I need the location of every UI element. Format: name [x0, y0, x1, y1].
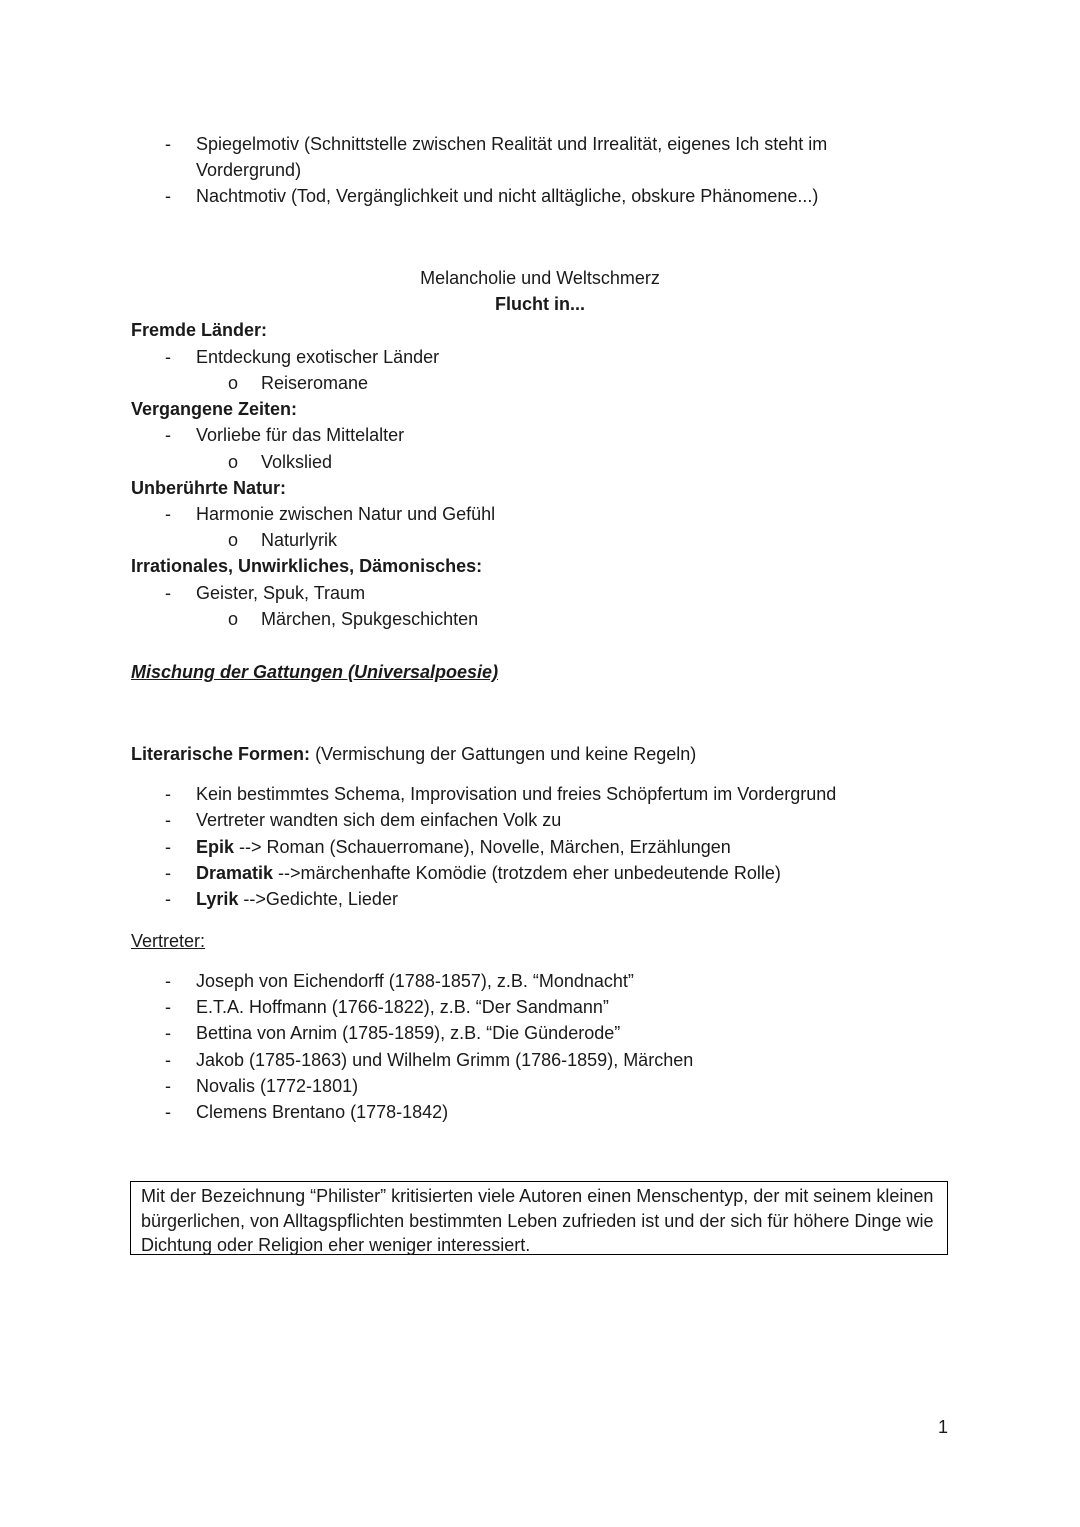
- motif-nacht: Nachtmotiv (Tod, Vergänglichkeit und nicht alltägliche, obskure Phänomene...): [196, 186, 819, 206]
- bullet-dash: -: [165, 971, 171, 991]
- flight-item: Vorliebe für das Mittelalter: [196, 425, 405, 445]
- flight-heading-irrationales: Irrationales, Unwirkliches, Dämonisches:: [131, 556, 483, 576]
- bullet-dash: -: [165, 837, 171, 857]
- bullet-dash: -: [165, 347, 171, 367]
- bullet-dash: -: [165, 1076, 171, 1096]
- form-label: Lyrik: [196, 889, 239, 909]
- bullet-dash: -: [165, 889, 171, 909]
- bullet-dash: -: [165, 1102, 171, 1122]
- flight-sub: Reiseromane: [261, 373, 369, 393]
- bullet-dash: -: [165, 863, 171, 883]
- form-item-dramatik: [196, 860, 781, 886]
- vertreter-item: E.T.A. Hoffmann (1766-1822), z.B. “Der Sandmann”: [196, 997, 609, 1017]
- form-label: Dramatik: [196, 863, 274, 883]
- bullet-dash: -: [165, 997, 171, 1017]
- bullet-dash: -: [165, 1023, 171, 1043]
- flight-item: Harmonie zwischen Natur und Gefühl: [196, 504, 496, 524]
- vertreter-item: Jakob (1785-1863) und Wilhelm Grimm (1786-1859), Märchen: [196, 1050, 694, 1070]
- flight-sub: Märchen, Spukgeschichten: [261, 609, 479, 629]
- form-item: Kein bestimmtes Schema, Improvisation und freies Schöpfertum im Vordergrund: [196, 784, 837, 804]
- flight-heading-fremde-laender: Fremde Länder:: [131, 320, 268, 340]
- motif-spiegel-line1: Spiegelmotiv (Schnittstelle zwischen Realität und Irrealität, eigenes Ich steht im: [196, 134, 828, 154]
- form-text: --> Roman (Schauerromane), Novelle, Märchen, Erzählungen: [234, 837, 731, 857]
- mischung-heading: Mischung der Gattungen (Universalpoesie): [131, 662, 499, 682]
- vertreter-heading: Vertreter:: [131, 931, 206, 951]
- bullet-circle: o: [228, 452, 239, 472]
- motif-spiegel-line2: Vordergrund): [196, 160, 302, 180]
- form-text: -->märchenhafte Komödie (trotzdem eher unbedeutende Rolle): [273, 863, 781, 883]
- bullet-circle: o: [228, 609, 239, 629]
- section-subtitle: Flucht in...: [495, 294, 585, 314]
- bullet-dash: -: [165, 784, 171, 804]
- section-title: Melancholie und Weltschmerz: [420, 268, 660, 288]
- flight-item: Geister, Spuk, Traum: [196, 583, 366, 603]
- bullet-circle: o: [228, 530, 239, 550]
- vertreter-item: Clemens Brentano (1778-1842): [196, 1102, 449, 1122]
- vertreter-item: Bettina von Arnim (1785-1859), z.B. “Die Günderode”: [196, 1023, 621, 1043]
- bullet-circle: o: [228, 373, 239, 393]
- bullet-dash: -: [165, 1050, 171, 1070]
- forms-note: (Vermischung der Gattungen und keine Regeln): [310, 744, 697, 764]
- form-item-lyrik: [196, 886, 398, 912]
- flight-heading-unberuehrte-natur: Unberührte Natur:: [131, 478, 287, 498]
- form-item-epik: [196, 834, 731, 860]
- bullet-dash: -: [165, 504, 171, 524]
- form-item: Vertreter wandten sich dem einfachen Volk zu: [196, 810, 562, 830]
- flight-item: Entdeckung exotischer Länder: [196, 347, 440, 367]
- bullet-dash: -: [165, 583, 171, 603]
- flight-sub: Volkslied: [261, 452, 333, 472]
- form-text: -->Gedichte, Lieder: [238, 889, 398, 909]
- bullet-dash: -: [165, 186, 171, 206]
- vertreter-item: Joseph von Eichendorff (1788-1857), z.B. “Mondnacht”: [196, 971, 634, 991]
- forms-heading: Literarische Formen:: [131, 744, 311, 764]
- form-label: Epik: [196, 837, 235, 857]
- page-number: 1: [938, 1417, 949, 1437]
- bullet-dash: -: [165, 425, 171, 445]
- philister-info-box: Mit der Bezeichnung “Philister” kritisierten viele Autoren einen Menschentyp, der mit seinem kleinen bürgerlichen, von Alltagspflichten bestimmten Leben zufrieden ist und der sich für höhere Dinge wie Dichtung oder Religion eher weniger interessiert.: [130, 1181, 948, 1255]
- flight-sub: Naturlyrik: [261, 530, 338, 550]
- bullet-dash: -: [165, 134, 171, 154]
- forms-heading-line: [131, 741, 696, 767]
- vertreter-item: Novalis (1772-1801): [196, 1076, 359, 1096]
- bullet-dash: -: [165, 810, 171, 830]
- flight-heading-vergangene-zeiten: Vergangene Zeiten:: [131, 399, 298, 419]
